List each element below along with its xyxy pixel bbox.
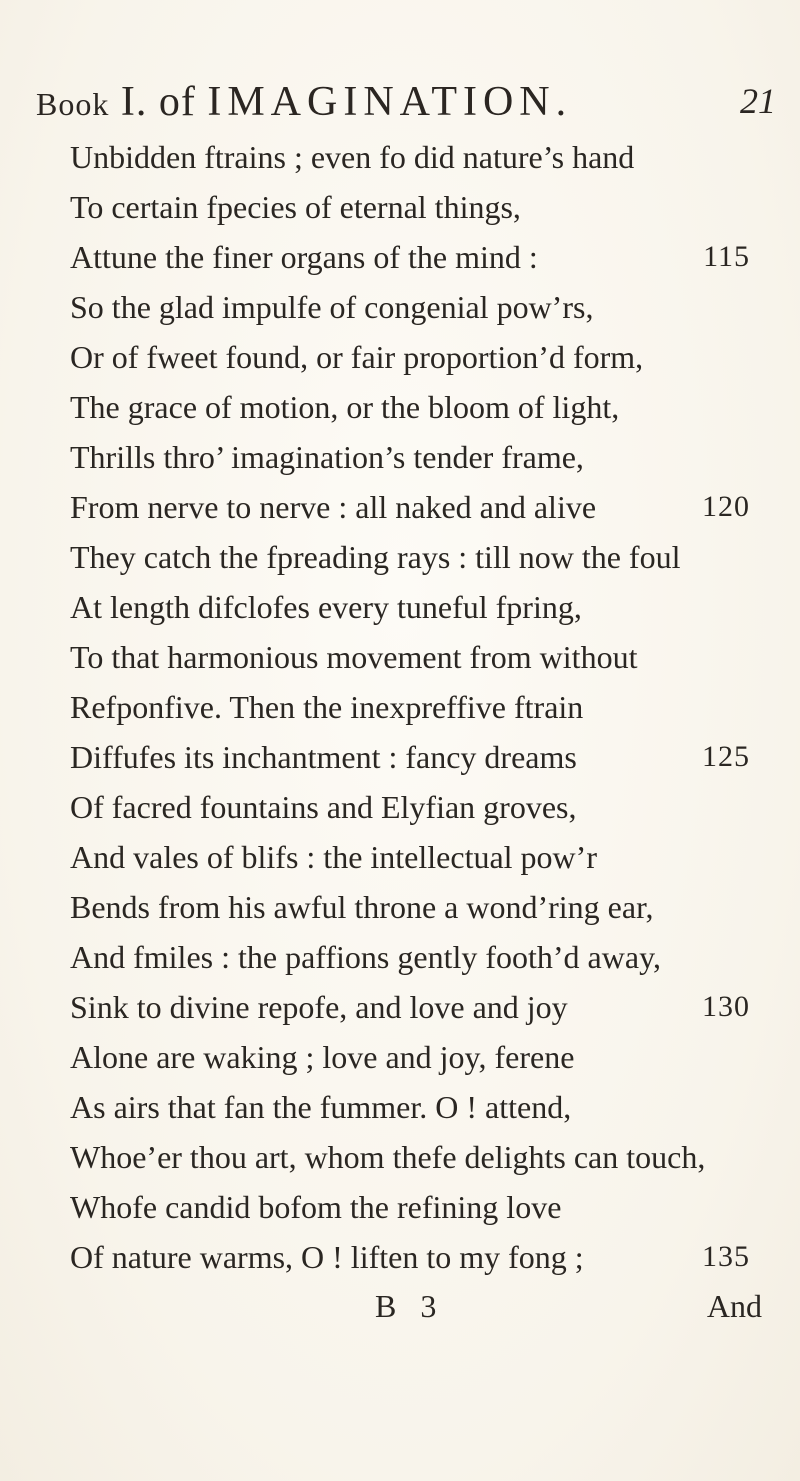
- verse-line: [70, 1232, 750, 1282]
- verse-line: [70, 1032, 750, 1082]
- verse-line: [70, 282, 750, 332]
- verse-line-text: To that harmonious movement from without: [70, 639, 638, 675]
- verse-line: [70, 1132, 750, 1182]
- verse-line-text: Of facred fountains and Elyfian groves,: [70, 789, 577, 825]
- running-head-book: [36, 79, 147, 125]
- verse-line: [70, 232, 750, 282]
- verse-line-text: And vales of blifs : the intellectual pow’r: [70, 839, 597, 875]
- signature-mark: B 3: [375, 1288, 445, 1324]
- verse-line-text: Refponfive. Then the inexpreffive ftrain: [70, 689, 584, 725]
- running-head: [36, 78, 572, 126]
- page-number: 21: [740, 81, 776, 121]
- verse-line: [70, 482, 750, 532]
- verse-line: [70, 132, 750, 182]
- verse-line: [70, 882, 750, 932]
- verse-line-text: Thrills thro’ imagination’s tender frame,: [70, 439, 584, 475]
- verse-line: [70, 382, 750, 432]
- line-number: 115: [703, 240, 750, 273]
- line-number: 125: [702, 740, 750, 773]
- verse-line-text: As airs that fan the fummer. O ! attend,: [70, 1089, 572, 1125]
- line-number: 130: [702, 990, 750, 1023]
- verse-line-text: From nerve to nerve : all naked and alive: [70, 489, 597, 525]
- verse-line-text: Whoe’er thou art, whom thefe delights can touch,: [70, 1139, 706, 1175]
- verse-line: [70, 582, 750, 632]
- verse-line-text: So the glad impulfe of congenial pow’rs,: [70, 289, 594, 325]
- catchword: And: [706, 1288, 762, 1324]
- verse-line: [70, 932, 750, 982]
- verse-line-text: Of nature warms, O ! liften to my fong ;: [70, 1239, 584, 1275]
- running-head-title: IMAGINATION.: [207, 79, 573, 125]
- verse-line-text: To certain fpecies of eternal things,: [70, 189, 521, 225]
- verse-line-text: Unbidden ftrains ; even fo did nature’s hand: [70, 139, 635, 175]
- page-header: [36, 78, 776, 128]
- verse-line-text: Alone are waking ; love and joy, ferene: [70, 1039, 575, 1075]
- line-number: 135: [702, 1240, 750, 1273]
- page-footer: [0, 1282, 800, 1330]
- verse-line-text: They catch the fpreading rays : till now the foul: [70, 539, 681, 575]
- verse-line: [70, 532, 750, 582]
- verse-line-text: At length difclofes every tuneful fpring,: [70, 589, 582, 625]
- line-number: 120: [702, 490, 750, 523]
- verse-line: [70, 182, 750, 232]
- verse-line-text: And fmiles : the paffions gently footh’d away,: [70, 939, 661, 975]
- verse-line: [70, 432, 750, 482]
- verse-line: [70, 1082, 750, 1132]
- running-head-of: of: [158, 79, 196, 125]
- verse-line: [70, 632, 750, 682]
- verse-line: [70, 782, 750, 832]
- verse-line-text: Whofe candid bofom the refining love: [70, 1189, 562, 1225]
- verse-line-text: Attune the finer organs of the mind :: [70, 239, 538, 275]
- verse-line-text: Bends from his awful throne a wond’ring ear,: [70, 889, 654, 925]
- book-word: Book: [36, 86, 110, 122]
- verse-line-text: The grace of motion, or the bloom of light,: [70, 389, 620, 425]
- verse-line: [70, 1182, 750, 1232]
- verse-line: [70, 832, 750, 882]
- verse-line-text: Sink to divine repofe, and love and joy: [70, 989, 568, 1025]
- verse-line-text: Diffufes its inchantment : fancy dreams: [70, 739, 577, 775]
- verse-line: [70, 732, 750, 782]
- verse-line: [70, 682, 750, 732]
- verse-block: [70, 132, 750, 1282]
- book-number: I.: [120, 79, 148, 125]
- verse-line: [70, 982, 750, 1032]
- verse-line: [70, 332, 750, 382]
- verse-line-text: Or of fweet found, or fair proportion’d form,: [70, 339, 644, 375]
